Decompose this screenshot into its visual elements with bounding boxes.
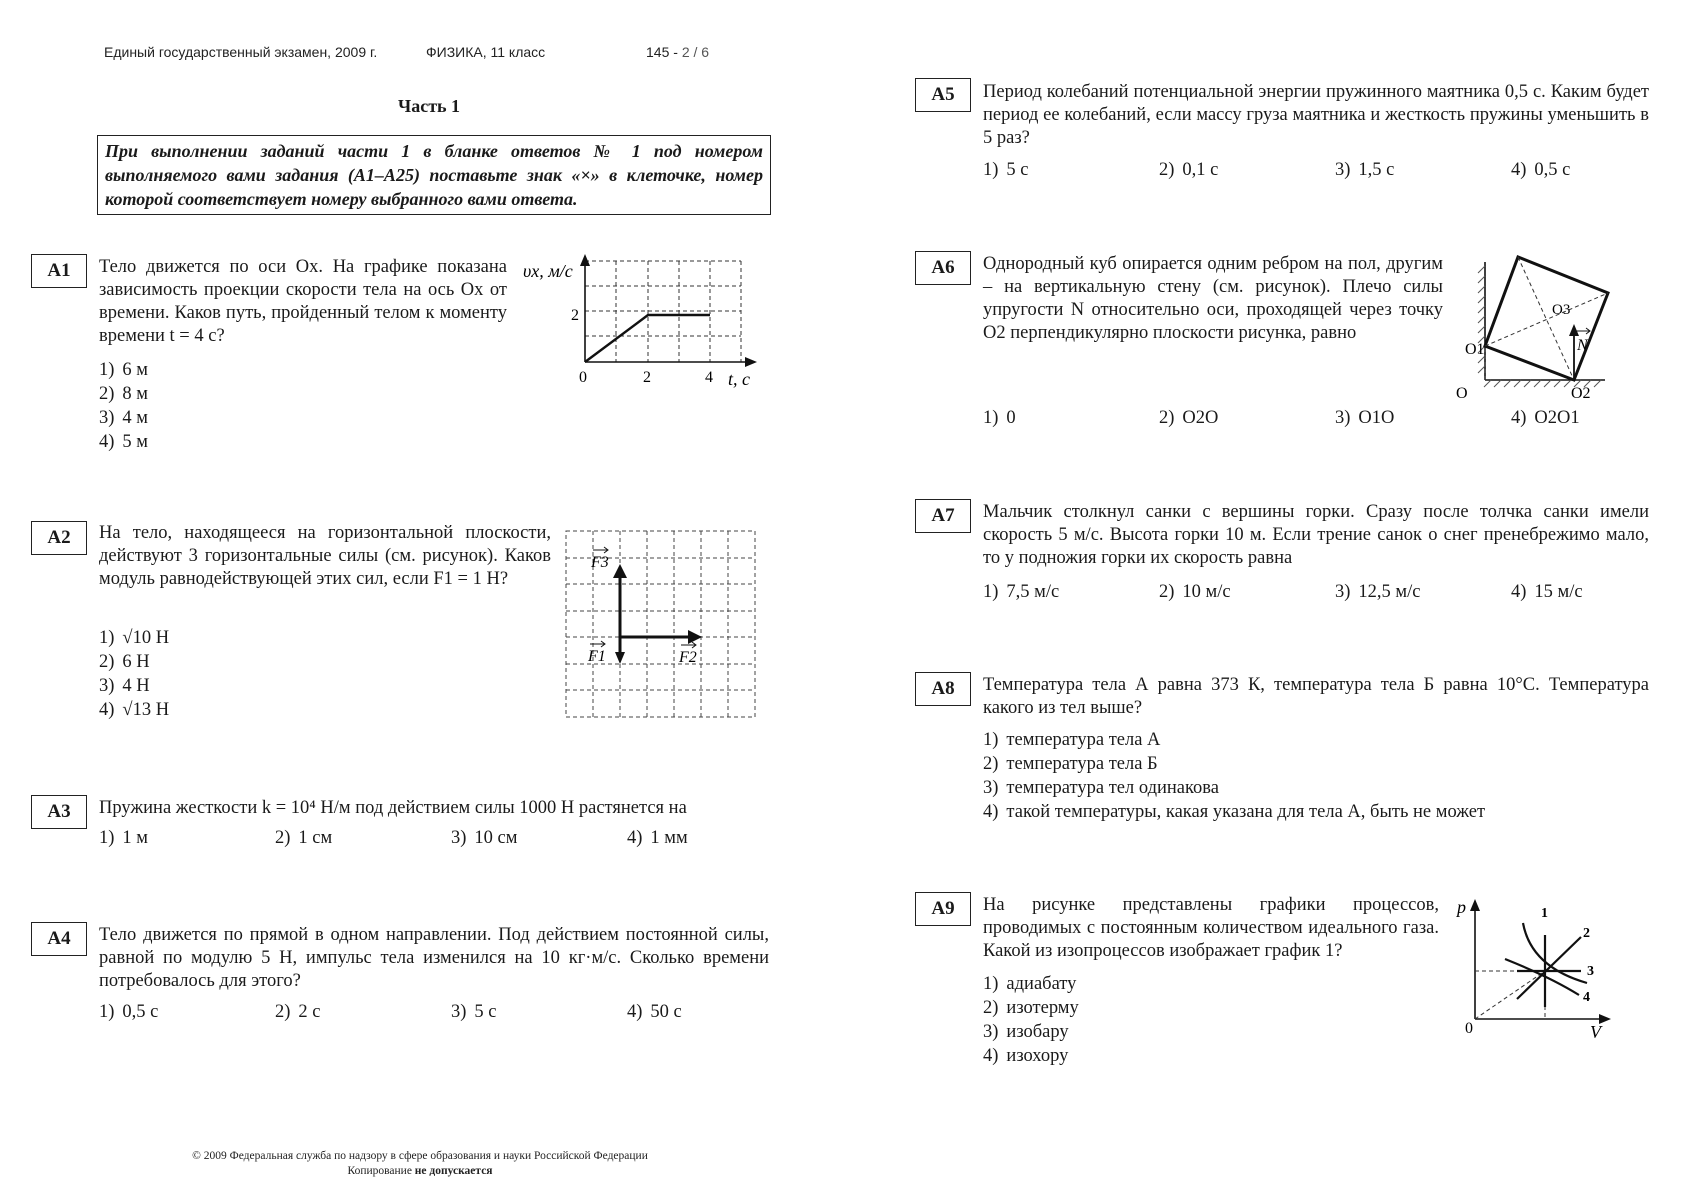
option-a2-2[interactable]: 2) 6 Н (99, 652, 150, 672)
pv-axis-p: p (1457, 897, 1466, 917)
option-a1-1[interactable]: 1) 6 м (99, 360, 149, 380)
option-a7-2[interactable]: 2) 10 м/с (1159, 582, 1231, 602)
point-o3: O3 (1552, 302, 1571, 318)
question-text-a1: Тело движется по оси Ox. На графике показана зависимость проекции скорости тела на ось Ox от времени. Каков путь, пройденный телом к моменту времени t = 4 с? (99, 257, 507, 346)
question-label-a4: А4 (31, 922, 87, 956)
pv-diagram-a9 (1455, 895, 1615, 1045)
option-a5-3[interactable]: 3) 1,5 с (1335, 160, 1395, 180)
option-a3-3[interactable]: 3) 10 см (451, 828, 518, 848)
question-label-a8: А8 (915, 672, 971, 706)
pv-line-3: 3 (1587, 964, 1594, 979)
question-text-a3: Пружина жесткости k = 10⁴ Н/м под действием силы 1000 Н растянется на (99, 798, 687, 818)
question-label-a6: А6 (915, 251, 971, 285)
option-a7-3[interactable]: 3) 12,5 м/с (1335, 582, 1421, 602)
option-a4-1[interactable]: 1) 0,5 с (99, 1002, 159, 1022)
pv-line-2: 2 (1583, 926, 1590, 941)
question-text-a5: Период колебаний потенциальной энергии пружинного маятника 0,5 с. Каким будет период ее колебаний, если массу груза маятника и жесткость пружины уменьшить в 5 раз? (983, 82, 1649, 148)
options-a9 (983, 972, 1079, 1068)
footer-copy-note: Копирование не допускается (347, 1165, 493, 1177)
subject-title: ФИЗИКА, 11 класс (426, 44, 546, 60)
graph-xtick-4-a1: 4 (705, 369, 713, 386)
options-a2 (99, 626, 169, 722)
options-a1 (99, 358, 148, 454)
point-o: O (1456, 385, 1468, 402)
page-number: 2 / 6 (681, 44, 710, 60)
cube-figure-a6 (1453, 252, 1625, 410)
option-a8-3[interactable]: 3) температура тел одинакова (983, 778, 1219, 798)
point-o1: O1 (1465, 341, 1485, 358)
question-text-a7: Мальчик столкнул санки с вершины горки. Сразу после толчка санки имели скорость 5 м/с. Высота горки 10 м. Если трение санок о снег пренебрежимо мало, то у подножия горки их скорость равна (983, 502, 1649, 568)
footer-copyright: © 2009 Федеральная служба по надзору в сфере образования и науки Российской Федерации (192, 1150, 648, 1162)
pv-line-4: 4 (1583, 990, 1590, 1005)
option-a2-1[interactable]: 1) √10 Н (99, 628, 170, 648)
force-grid-a2 (561, 526, 761, 720)
options-a5 (983, 158, 1685, 182)
point-o2: O2 (1571, 385, 1591, 402)
option-a2-4[interactable]: 4) √13 Н (99, 700, 170, 720)
option-a1-4[interactable]: 4) 5 м (99, 432, 149, 452)
option-a7-4[interactable]: 4) 15 м/с (1511, 582, 1583, 602)
option-a5-4[interactable]: 4) 0,5 с (1511, 160, 1571, 180)
option-a6-1[interactable]: 1) 0 (983, 408, 1016, 428)
question-text-a6: Однородный куб опирается одним ребром на пол, другим – на вертикальную стену (см. рисунок). Плечо силы упругости N относительно оси, проходящей через точку O2 перпендикулярно плоскости рисунка, равно (983, 254, 1443, 343)
option-a2-3[interactable]: 3) 4 Н (99, 676, 150, 696)
pv-axis-v: V (1590, 1022, 1601, 1042)
question-text-a4: Тело движется по прямой в одном направлении. Под действием постоянной силы, равной по модулю 5 Н, импульс тела изменился на 10 кг·м/с. Сколько времени потребовалось для этого? (99, 925, 769, 991)
option-a9-2[interactable]: 2) изотерму (983, 998, 1079, 1018)
option-a6-2[interactable]: 2) O2O (1159, 408, 1219, 428)
option-a9-4[interactable]: 4) изохору (983, 1046, 1069, 1066)
option-a7-1[interactable]: 1) 7,5 м/с (983, 582, 1060, 602)
option-a1-2[interactable]: 2) 8 м (99, 384, 149, 404)
question-label-a1: А1 (31, 254, 87, 288)
graph-xlabel-a1: t, с (728, 369, 750, 389)
option-a6-3[interactable]: 3) O1O (1335, 408, 1395, 428)
question-text-a9: На рисунке представлены графики процессов, проводимых с постоянным количеством идеального газа. Какой из изопроцессов изображает график 1? (983, 895, 1439, 961)
question-label-a5: А5 (915, 78, 971, 112)
option-a3-2[interactable]: 2) 1 см (275, 828, 333, 848)
option-a6-4[interactable]: 4) O2O1 (1511, 408, 1580, 428)
option-a5-1[interactable]: 1) 5 с (983, 160, 1029, 180)
velocity-graph-a1 (515, 252, 765, 392)
option-a4-4[interactable]: 4) 50 с (627, 1002, 682, 1022)
options-a3 (99, 826, 803, 850)
exam-title: Единый государственный экзамен, 2009 г. (104, 44, 378, 60)
option-a4-3[interactable]: 3) 5 с (451, 1002, 497, 1022)
option-a3-1[interactable]: 1) 1 м (99, 828, 149, 848)
question-text-a8: Температура тела А равна 373 К, температура тела Б равна 10°С. Температура какого из тел выше? (983, 675, 1649, 718)
question-text-a2: На тело, находящееся на горизонтальной плоскости, действуют 3 горизонтальные силы (см. рисунок). Каков модуль равнодействующей этих сил, если F1 = 1 Н? (99, 523, 551, 589)
force-label-f2: F2 (679, 649, 697, 666)
option-a8-2[interactable]: 2) температура тела Б (983, 754, 1158, 774)
option-a8-4[interactable]: 4) такой температуры, какая указана для тела А, быть не может (983, 802, 1486, 822)
option-a8-1[interactable]: 1) температура тела А (983, 730, 1161, 750)
graph-xtick-0-a1: 0 (579, 369, 587, 386)
force-label-f1: F1 (588, 648, 606, 665)
page-indicator (646, 44, 709, 60)
options-a8 (983, 728, 1485, 824)
option-a9-1[interactable]: 1) адиабату (983, 974, 1077, 994)
graph-ytick-a1: 2 (571, 307, 579, 324)
options-a4 (99, 1000, 803, 1024)
page-code: 145 - (646, 44, 678, 60)
option-a1-3[interactable]: 3) 4 м (99, 408, 149, 428)
force-n-label: N (1577, 337, 1588, 354)
graph-ylabel-a1: υx, м/с (523, 261, 573, 281)
pv-origin: 0 (1465, 1020, 1473, 1037)
options-a7 (983, 580, 1685, 604)
pv-line-1: 1 (1541, 906, 1548, 921)
option-a4-2[interactable]: 2) 2 с (275, 1002, 321, 1022)
part-title: Часть 1 (398, 96, 461, 116)
force-label-f3: F3 (591, 554, 609, 571)
graph-xtick-2-a1: 2 (643, 369, 651, 386)
footer (140, 1149, 700, 1179)
option-a9-3[interactable]: 3) изобару (983, 1022, 1069, 1042)
question-label-a3: А3 (31, 795, 87, 829)
option-a3-4[interactable]: 4) 1 мм (627, 828, 688, 848)
question-label-a7: А7 (915, 499, 971, 533)
instruction-box: При выполнении заданий части 1 в бланке ответов № 1 под номером выполняемого вами задания (А1–А25) поставьте знак «×» в клеточке, номер которой соответствует номеру выбранного вами ответа. (97, 135, 771, 215)
option-a5-2[interactable]: 2) 0,1 с (1159, 160, 1219, 180)
question-label-a2: А2 (31, 521, 87, 555)
question-label-a9: А9 (915, 892, 971, 926)
